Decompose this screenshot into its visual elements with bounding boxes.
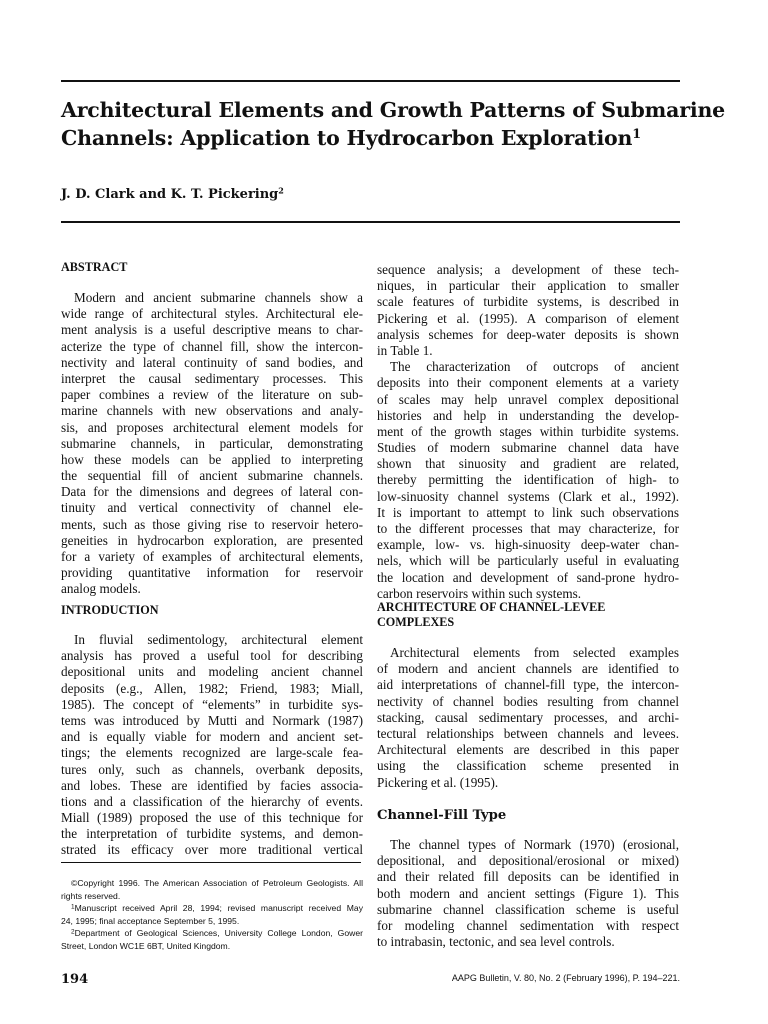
- body-line: using the classification scheme presented in: [377, 758, 679, 774]
- architecture-body: [377, 645, 679, 791]
- abstract-line: for a variety of examples of architectural elements,: [61, 549, 363, 564]
- body-line: analysis schemes for deep-water deposits is shown: [377, 326, 679, 342]
- abstract-line: tinuity and vertical connectivity of channel ele-: [61, 500, 363, 516]
- architecture-heading-line-2: COMPLEXES: [377, 615, 455, 629]
- abstract-line: geneities in hydrocarbon exploration, are presented: [61, 532, 363, 548]
- body-line: of scales may help unravel complex depositional: [377, 391, 679, 407]
- channel-fill-body: [377, 837, 679, 950]
- introduction-line: In fluvial sedimentology, architectural element: [74, 632, 363, 647]
- body-line: scale features of turbidite systems, is described in: [377, 294, 679, 310]
- authors: [61, 186, 284, 204]
- body-line: Studies of modern submarine channel data have: [377, 440, 679, 456]
- footnotes: [61, 877, 363, 953]
- introduction-line: strated its efficacy over more traditional vertical: [61, 842, 363, 858]
- footnote-1-text: Manuscript received April 28, 1994; revised manuscript received May: [74, 903, 363, 914]
- channel-fill-heading: Channel-Fill Type: [377, 808, 507, 823]
- body-line: thereby permitting the identification of high- to: [377, 472, 679, 488]
- architecture-heading: [377, 600, 605, 630]
- body-line: ment of the growth stages within turbidite systems.: [377, 423, 679, 439]
- body-line: sequence analysis; a development of these tech-: [377, 262, 679, 277]
- abstract-line: ments, such as those giving rise to reservoir hetero-: [61, 516, 363, 532]
- body-line: depositional, and depositional/erosional or mixed): [377, 853, 679, 869]
- abstract-line: providing quantitative information for reservoir: [61, 565, 363, 581]
- body-line: aid interpretations of channel-fill type, the intercon-: [377, 677, 679, 693]
- abstract-line: Data for the dimensions and degrees of lateral con-: [61, 484, 363, 500]
- body-line: Architectural elements are described in this paper: [377, 742, 679, 758]
- introduction-heading: INTRODUCTION: [61, 603, 159, 617]
- body-line: submarine channel classification scheme is useful: [377, 901, 679, 917]
- body-line: low-sinuosity channel systems (Clark et al., 1992).: [377, 488, 679, 504]
- introduction-line: and lobes. These are identified by facies associa-: [61, 777, 363, 793]
- abstract-line: paper combines a review of the literature on sub-: [61, 387, 363, 403]
- body-line: Pickering et al. (1995). A comparison of element: [377, 310, 679, 326]
- abstract-line: submarine channels, in particular, demonstrating: [61, 435, 363, 451]
- body-line: in Table 1.: [377, 342, 433, 358]
- body-line: deposits into their component elements at a variety: [377, 375, 679, 391]
- abstract-line: analog models.: [61, 581, 141, 597]
- abstract-line: nectivity and lateral continuity of sand bodies, and: [61, 354, 363, 370]
- abstract-line: Modern and ancient submarine channels show a: [74, 290, 363, 305]
- introduction-line: tures only, such as channels, overbank deposits,: [61, 761, 363, 777]
- introduction-line: depositional units and modeling ancient channel: [61, 664, 363, 680]
- right-column-body: [377, 262, 679, 602]
- body-line: carbon reservoirs within such systems.: [377, 585, 582, 601]
- author-footnote-marker: 2: [278, 185, 284, 196]
- introduction-line: deposits (e.g., Allen, 1982; Friend, 1983; Miall,: [61, 680, 363, 696]
- body-line: tectural relationships between channels and levees.: [377, 725, 679, 741]
- footnote-rule: [61, 862, 361, 863]
- introduction-line: Miall (1989) proposed the use of this technique for: [61, 810, 363, 826]
- abstract-line: sis, and proposes architectural element models for: [61, 419, 363, 435]
- introduction-line: tings; the elements recognized are large-scale fea-: [61, 745, 363, 761]
- title-footnote-marker: 1: [632, 126, 641, 142]
- introduction-line: and is equally viable for modern and ancient set-: [61, 729, 363, 745]
- body-line: shown that sinuosity and gradient are related,: [377, 456, 679, 472]
- title-line-2: [61, 124, 701, 152]
- author-names: J. D. Clark and K. T. Pickering: [61, 187, 279, 202]
- body-line: for modeling channel sedimentation with respect: [377, 917, 679, 933]
- abstract-line: acterize the type of channel fill, show the intercon-: [61, 338, 363, 354]
- body-line: both modern and ancient settings (Figure 1). This: [377, 885, 679, 901]
- header-rule: [61, 221, 680, 223]
- introduction-line: the interpretation of turbidite systems, and demon-: [61, 826, 363, 842]
- title-line-2-text: Channels: Application to Hydrocarbon Exploration: [61, 126, 633, 150]
- introduction-line: 1985). The concept of “elements” in turbidite sys-: [61, 696, 363, 712]
- abstract-line: how these models can be applied to interpreting: [61, 451, 363, 467]
- abstract-line: interpret the causal sedimentary processes. This: [61, 370, 363, 386]
- body-line: Architectural elements from selected examples: [390, 645, 679, 660]
- body-line: example, low- vs. high-sinuosity deep-water chan-: [377, 537, 679, 553]
- footnote-2-text: Department of Geological Sciences, University College London, Gower: [74, 928, 363, 939]
- body-line: nels, which will be particularly useful in evaluating: [377, 553, 679, 569]
- footnote-copyright-cont: rights reserved.: [61, 890, 121, 901]
- body-line: of modern and ancient channels are identified to: [377, 661, 679, 677]
- footnote-1-marker: 1: [71, 903, 75, 911]
- body-line: niques, in particular their application to smaller: [377, 278, 679, 294]
- abstract-line: wide range of architectural styles. Architectural ele-: [61, 306, 363, 322]
- title-line-1: Architectural Elements and Growth Patterns of Submarine: [61, 98, 725, 122]
- body-line: to the different processes that may characterize, for: [377, 521, 679, 536]
- body-line: to intrabasin, tectonic, and sea level controls.: [377, 934, 615, 950]
- top-rule: [61, 80, 680, 82]
- footnote-2: [61, 927, 363, 940]
- body-line: the location and development of sand-prone hydro-: [377, 569, 679, 585]
- architecture-heading-line-1: ARCHITECTURE OF CHANNEL-LEVEE: [377, 600, 606, 614]
- page-number: 194: [61, 972, 89, 987]
- footnote-copyright: ©Copyright 1996. The American Association of Petroleum Geologists. All: [71, 878, 363, 888]
- introduction-line: tions and a classification of the hierarchy of events.: [61, 793, 363, 809]
- introduction-body: [61, 632, 363, 859]
- abstract-line: the sequential fill of ancient submarine channels.: [61, 468, 363, 484]
- footnote-1: [61, 902, 363, 915]
- abstract-line: ment analysis is a useful descriptive means to char-: [61, 322, 363, 338]
- journal-citation: AAPG Bulletin, V. 80, No. 2 (February 1996), P. 194–221.: [451, 973, 680, 983]
- footnote-2-marker: 2: [71, 928, 75, 936]
- article-title: [61, 96, 725, 152]
- footnote-1-cont: 24, 1995; final acceptance September 5, 1995.: [61, 915, 240, 926]
- abstract-body: [61, 290, 363, 598]
- introduction-line: tems was introduced by Mutti and Normark (1987): [61, 712, 363, 728]
- abstract-line: marine channels with new observations and analy-: [61, 403, 363, 419]
- body-line: The characterization of outcrops of ancient: [390, 359, 679, 375]
- body-line: It is important to attempt to link such observations: [377, 504, 679, 520]
- body-line: Pickering et al. (1995).: [377, 774, 499, 790]
- abstract-heading: ABSTRACT: [61, 260, 128, 274]
- body-line: nectivity of channel bodies resulting from channel: [377, 693, 679, 709]
- body-line: and their related fill deposits can be identified in: [377, 869, 679, 885]
- footnote-2-cont: Street, London WC1E 6BT, United Kingdom.: [61, 940, 231, 951]
- body-line: histories and help in understanding the develop-: [377, 407, 679, 423]
- body-line: The channel types of Normark (1970) (erosional,: [390, 837, 679, 852]
- introduction-line: analysis has proved a useful tool for describing: [61, 648, 363, 664]
- body-line: stacking, causal sedimentary processes, and archi-: [377, 709, 679, 725]
